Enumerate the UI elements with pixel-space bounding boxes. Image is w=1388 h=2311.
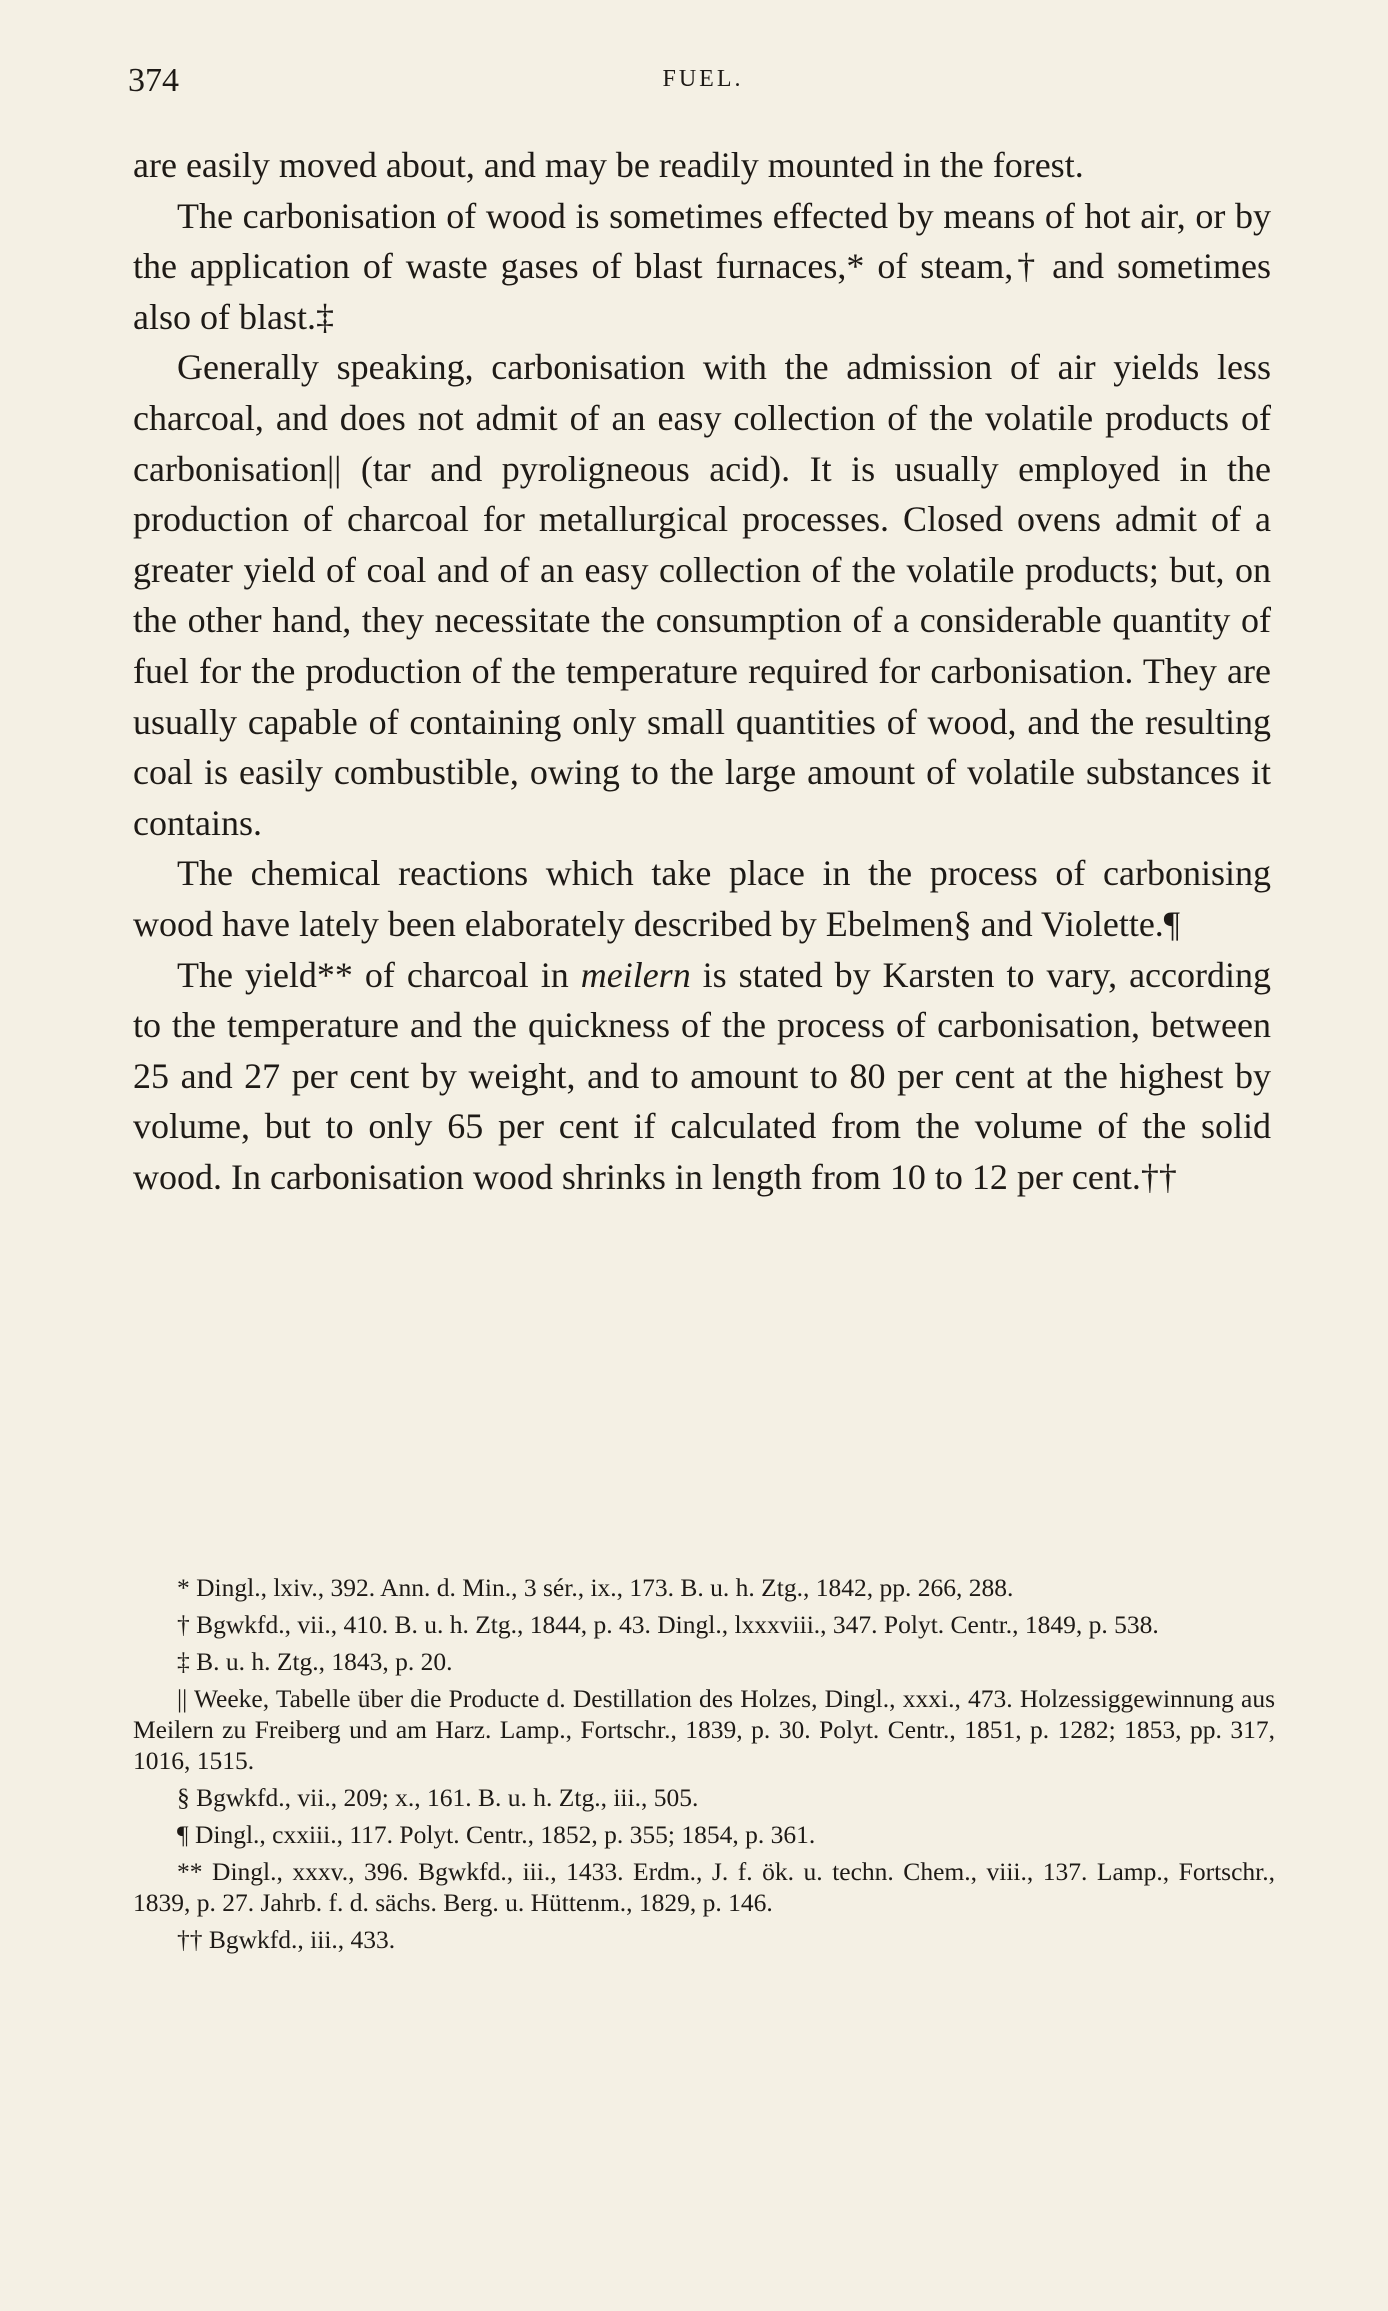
running-head: FUEL.: [662, 66, 744, 92]
paragraph-2: The carbonisation of wood is sometimes effected by means of hot air, or by the application of waste gases of blast furnaces,* of steam,† and sometimes also of blast.‡: [133, 195, 1271, 337]
footnote: [133, 1646, 1275, 1677]
footnote: [133, 1782, 1275, 1813]
footnote-text: Dingl., xxxv., 396. Bgwkfd., iii., 1433. Erdm., J. f. ök. u. techn. Chem., viii., 137. Lamp., Fortschr., 1839, p. 27. Jahrb. f. d. sächs. Berg. u. Hüttenm., 1829, p. 146.: [133, 1857, 1276, 1917]
italic-term-meilern: meilern: [580, 954, 691, 995]
footnote-mark: ‡: [177, 1647, 190, 1676]
paragraph-5-start: The yield** of charcoal in: [177, 954, 581, 995]
footnote: [133, 1819, 1275, 1850]
paragraph-5-end: is stated by Karsten to vary, according to the temperature and the quickness of the process of carbonisation, between 25 and 27 per cent by weight, and to amount to 80 per cent at the highest by volume, but to only 65 per cent if calculated from the volume of the solid wood. In carbonisation wood shrinks in length from 10 to 12 per cent.††: [133, 954, 1271, 1197]
footnote: [133, 1924, 1275, 1955]
footnote-text: Weeke, Tabelle über die Producte d. Destillation des Holzes, Dingl., xxxi., 473. Holzessiggewinnung aus Meilern zu Freiberg und am Harz. Lamp., Fortschr., 1839, p. 30. Polyt. Centr., 1851, p. 1282; 1853, pp. 317, 1016, 1515.: [133, 1684, 1275, 1775]
page-header: [128, 62, 1278, 122]
footnote: [133, 1572, 1275, 1603]
footnote-text: Bgwkfd., vii., 209; x., 161. B. u. h. Ztg., iii., 505.: [196, 1783, 699, 1812]
paragraph-1: are easily moved about, and may be readily mounted in the forest.: [133, 145, 1084, 185]
footnote: [133, 1856, 1275, 1918]
paragraph-5: [133, 950, 1271, 1203]
footnote-mark: †: [177, 1610, 190, 1639]
footnote-text: Dingl., cxxiii., 117. Polyt. Centr., 1852, p. 355; 1854, p. 361.: [194, 1820, 816, 1849]
footnote: [133, 1609, 1275, 1640]
footnote-text: B. u. h. Ztg., 1843, p. 20.: [196, 1647, 453, 1676]
footnote-mark: ††: [177, 1925, 203, 1954]
footnote-mark: ||: [177, 1684, 188, 1713]
footnote-mark: *: [177, 1573, 190, 1602]
paragraph-3: Generally speaking, carbonisation with the admission of air yields less charcoal, and does not admit of an easy collection of the volatile products of carbonisation|| (tar and pyroligneous acid). It is usually employed in the production of charcoal for metallurgical processes. Closed ovens admit of a greater yield of coal and of an easy collection of the volatile products; but, on the other hand, they necessitate the consumption of a considerable quantity of fuel for the production of the temperature required for carbonisation. They are usually capable of containing only small quantities of wood, and the resulting coal is easily combustible, owing to the large amount of volatile substances it contains.: [133, 347, 1271, 843]
footnote-mark: **: [177, 1857, 203, 1886]
paragraph-4: The chemical reactions which take place in the process of carbonising wood have lately been elaborately described by Ebelmen§ and Violette.¶: [133, 853, 1271, 944]
page-number: 374: [128, 62, 179, 99]
footnote-mark: ¶: [177, 1820, 189, 1849]
footnote-text: Bgwkfd., vii., 410. B. u. h. Ztg., 1844, p. 43. Dingl., lxxxviii., 347. Polyt. Centr., 1849, p. 538.: [196, 1610, 1159, 1639]
footnotes: [133, 1572, 1275, 1961]
footnote-text: Bgwkfd., iii., 433.: [208, 1925, 396, 1954]
footnote-text: Dingl., lxiv., 392. Ann. d. Min., 3 sér., ix., 173. B. u. h. Ztg., 1842, pp. 266, 288.: [196, 1573, 1014, 1602]
main-text: [133, 140, 1271, 1202]
footnote: [133, 1683, 1275, 1776]
footnote-mark: §: [177, 1783, 190, 1812]
